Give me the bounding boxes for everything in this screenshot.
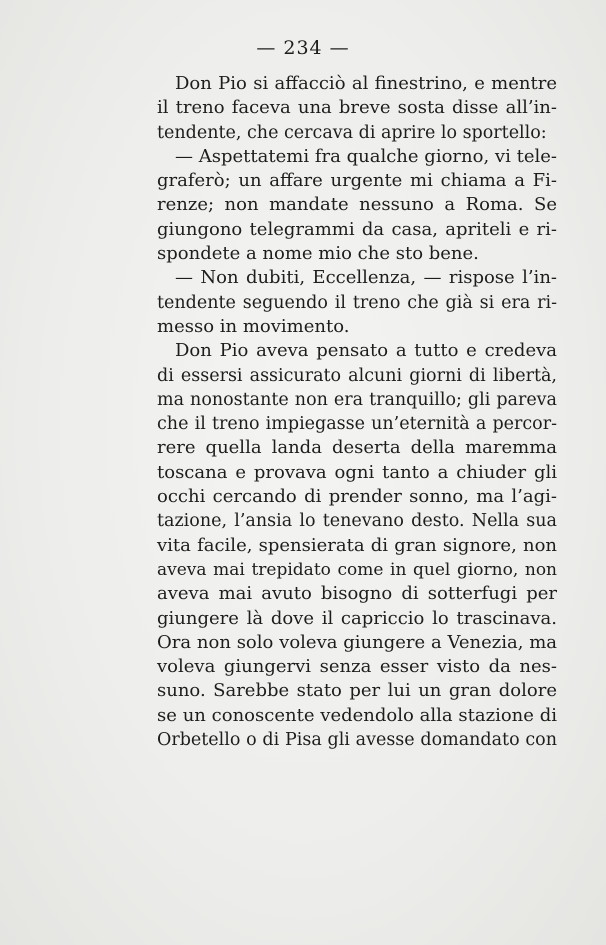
text-line: Orbetello o di Pisa gli avesse domandato con (157, 730, 557, 751)
text-line: tazione, l’ansia lo tenevano desto. Nella sua (157, 511, 557, 532)
text-line: il treno faceva una breve sosta disse all’in- (157, 97, 557, 119)
page-number: — 234 — (256, 37, 350, 59)
body-text (157, 72, 557, 752)
text-line: vita facile, spensierata di gran signore, non (157, 534, 557, 556)
text-line: se un conoscente vedendolo alla stazione di (157, 704, 557, 726)
text-line: aveva mai trepidato come in quel giorno, non (157, 559, 557, 580)
text-line: che il treno impiegasse un’eternità a percor- (157, 414, 557, 435)
text-line: di essersi assicurato alcuni giorni di libertà, (157, 365, 557, 386)
text-line: rere quella landa deserta della maremma (157, 437, 557, 459)
text-line: tendente seguendo il treno che già si era ri- (157, 292, 557, 313)
text-line: Don Pio si affacciò al finestrino, e mentre (175, 73, 557, 94)
text-line: — Non dubiti, Eccellenza, — rispose l’in- (175, 267, 557, 289)
text-line: aveva mai avuto bisogno di sotterfugi per (157, 583, 557, 605)
text-line: giungono telegrammi da casa, apriteli e ri- (157, 218, 557, 240)
text-line: renze; non mandate nessuno a Roma. Se (157, 194, 557, 216)
text-line: giungere là dove il capriccio lo trascinava. (157, 607, 557, 629)
text-line: occhi cercando di prender sonno, ma l’agi- (157, 486, 557, 508)
text-line: spondete a nome mio che sto bene. (157, 243, 479, 265)
text-line: Ora non solo voleva giungere a Venezia, ma (157, 631, 557, 653)
text-line: ma nonostante non era tranquillo; gli pareva (157, 389, 557, 410)
text-line: toscana e provava ogni tanto a chiuder gli (157, 461, 557, 483)
text-line: messo in movimento. (157, 315, 350, 337)
text-line: voleva giungervi senza esser visto da nes- (157, 656, 557, 678)
text-line: Don Pio aveva pensato a tutto e credeva (175, 340, 557, 362)
text-line: — Aspettatemi fra qualche giorno, vi tele- (175, 145, 557, 167)
text-line: graferò; un affare urgente mi chiama a Fi- (157, 170, 557, 192)
text-line: tendente, che cercava di aprire lo sportello: (157, 122, 547, 143)
text-line: suno. Sarebbe stato per lui un gran dolore (157, 680, 557, 702)
